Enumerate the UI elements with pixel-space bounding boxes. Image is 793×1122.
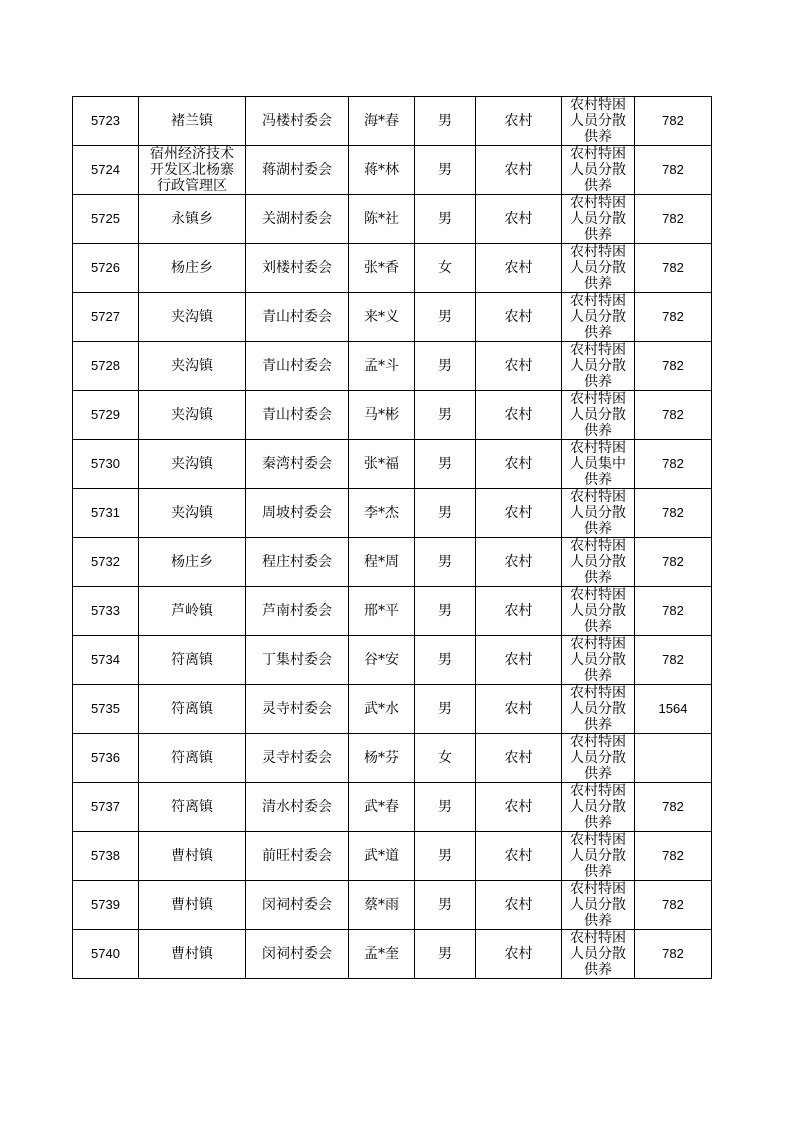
table-row [73, 930, 712, 979]
amount-cell: 782 [635, 538, 712, 587]
person-name-cell: 陈*社 [349, 195, 415, 244]
area-type-cell: 农村 [476, 734, 562, 783]
support-type-cell-text: 农村特困人员分散供养 [570, 783, 626, 831]
table-row [73, 195, 712, 244]
support-type-cell [562, 293, 635, 342]
village-cell: 灵寺村委会 [246, 685, 349, 734]
person-name-cell: 马*彬 [349, 391, 415, 440]
support-type-cell [562, 685, 635, 734]
area-type-cell: 农村 [476, 489, 562, 538]
table-row [73, 685, 712, 734]
area-type-cell: 农村 [476, 538, 562, 587]
amount-cell: 782 [635, 440, 712, 489]
row-id-cell: 5725 [73, 195, 139, 244]
person-name-cell: 张*福 [349, 440, 415, 489]
table-row [73, 391, 712, 440]
records-table [72, 96, 712, 979]
table-row [73, 342, 712, 391]
town-cell-text: 符离镇 [171, 799, 213, 815]
support-type-cell [562, 244, 635, 293]
area-type-cell: 农村 [476, 293, 562, 342]
person-name-cell: 海*春 [349, 97, 415, 146]
gender-cell: 男 [415, 391, 476, 440]
support-type-cell-text: 农村特困人员分散供养 [570, 195, 626, 243]
row-id-cell: 5738 [73, 832, 139, 881]
support-type-cell [562, 489, 635, 538]
row-id-cell: 5728 [73, 342, 139, 391]
town-cell-text: 曹村镇 [171, 946, 213, 962]
amount-cell: 782 [635, 391, 712, 440]
amount-cell: 782 [635, 489, 712, 538]
person-name-cell: 蔡*雨 [349, 881, 415, 930]
town-cell [139, 734, 246, 783]
village-cell: 秦湾村委会 [246, 440, 349, 489]
gender-cell: 男 [415, 783, 476, 832]
person-name-cell: 孟*奎 [349, 930, 415, 979]
person-name-cell: 程*周 [349, 538, 415, 587]
table-row [73, 734, 712, 783]
town-cell [139, 195, 246, 244]
town-cell [139, 587, 246, 636]
village-cell: 丁集村委会 [246, 636, 349, 685]
area-type-cell: 农村 [476, 832, 562, 881]
support-type-cell [562, 930, 635, 979]
support-type-cell-text: 农村特困人员集中供养 [570, 440, 626, 488]
amount-cell: 782 [635, 636, 712, 685]
town-cell [139, 391, 246, 440]
support-type-cell-text: 农村特困人员分散供养 [570, 587, 626, 635]
support-type-cell [562, 146, 635, 195]
village-cell: 青山村委会 [246, 391, 349, 440]
table-row [73, 636, 712, 685]
row-id-cell: 5735 [73, 685, 139, 734]
support-type-cell [562, 97, 635, 146]
village-cell: 程庄村委会 [246, 538, 349, 587]
town-cell-text: 夹沟镇 [171, 407, 213, 423]
town-cell [139, 685, 246, 734]
village-cell: 刘楼村委会 [246, 244, 349, 293]
town-cell [139, 538, 246, 587]
village-cell: 闵祠村委会 [246, 930, 349, 979]
support-type-cell [562, 734, 635, 783]
area-type-cell: 农村 [476, 244, 562, 293]
town-cell-text: 夹沟镇 [171, 358, 213, 374]
town-cell [139, 293, 246, 342]
town-cell-text: 夹沟镇 [171, 505, 213, 521]
town-cell [139, 342, 246, 391]
support-type-cell-text: 农村特困人员分散供养 [570, 342, 626, 390]
row-id-cell: 5739 [73, 881, 139, 930]
person-name-cell: 邢*平 [349, 587, 415, 636]
table-row [73, 146, 712, 195]
town-cell [139, 832, 246, 881]
support-type-cell [562, 538, 635, 587]
row-id-cell: 5730 [73, 440, 139, 489]
town-cell-text: 褚兰镇 [171, 113, 213, 129]
amount-cell: 782 [635, 97, 712, 146]
area-type-cell: 农村 [476, 636, 562, 685]
area-type-cell: 农村 [476, 440, 562, 489]
gender-cell: 男 [415, 538, 476, 587]
town-cell [139, 440, 246, 489]
row-id-cell: 5723 [73, 97, 139, 146]
amount-cell [635, 734, 712, 783]
person-name-cell: 蒋*林 [349, 146, 415, 195]
support-type-cell-text: 农村特困人员分散供养 [570, 489, 626, 537]
village-cell: 关湖村委会 [246, 195, 349, 244]
support-type-cell [562, 587, 635, 636]
gender-cell: 男 [415, 293, 476, 342]
support-type-cell-text: 农村特困人员分散供养 [570, 244, 626, 292]
person-name-cell: 武*道 [349, 832, 415, 881]
town-cell-text: 符离镇 [171, 750, 213, 766]
person-name-cell: 张*香 [349, 244, 415, 293]
town-cell [139, 636, 246, 685]
town-cell [139, 97, 246, 146]
town-cell-text: 杨庄乡 [171, 554, 213, 570]
support-type-cell-text: 农村特困人员分散供养 [570, 293, 626, 341]
row-id-cell: 5731 [73, 489, 139, 538]
row-id-cell: 5726 [73, 244, 139, 293]
village-cell: 闵祠村委会 [246, 881, 349, 930]
table-body [73, 97, 712, 979]
amount-cell: 782 [635, 293, 712, 342]
table-row [73, 538, 712, 587]
gender-cell: 男 [415, 146, 476, 195]
support-type-cell-text: 农村特困人员分散供养 [570, 97, 626, 145]
town-cell-text: 宿州经济技术开发区北杨寨行政管理区 [150, 146, 234, 194]
support-type-cell-text: 农村特困人员分散供养 [570, 146, 626, 194]
person-name-cell: 孟*斗 [349, 342, 415, 391]
gender-cell: 男 [415, 97, 476, 146]
town-cell-text: 符离镇 [171, 652, 213, 668]
table-row [73, 293, 712, 342]
area-type-cell: 农村 [476, 195, 562, 244]
person-name-cell: 李*杰 [349, 489, 415, 538]
row-id-cell: 5732 [73, 538, 139, 587]
amount-cell: 782 [635, 244, 712, 293]
village-cell: 前旺村委会 [246, 832, 349, 881]
town-cell-text: 永镇乡 [171, 211, 213, 227]
gender-cell: 男 [415, 342, 476, 391]
gender-cell: 女 [415, 734, 476, 783]
town-cell [139, 881, 246, 930]
support-type-cell-text: 农村特困人员分散供养 [570, 832, 626, 880]
village-cell: 冯楼村委会 [246, 97, 349, 146]
table-row [73, 832, 712, 881]
town-cell-text: 杨庄乡 [171, 260, 213, 276]
person-name-cell: 来*义 [349, 293, 415, 342]
row-id-cell: 5736 [73, 734, 139, 783]
amount-cell: 782 [635, 587, 712, 636]
support-type-cell-text: 农村特困人员分散供养 [570, 685, 626, 733]
support-type-cell [562, 440, 635, 489]
amount-cell: 782 [635, 146, 712, 195]
area-type-cell: 农村 [476, 881, 562, 930]
village-cell: 清水村委会 [246, 783, 349, 832]
person-name-cell: 武*春 [349, 783, 415, 832]
gender-cell: 男 [415, 587, 476, 636]
amount-cell: 782 [635, 881, 712, 930]
area-type-cell: 农村 [476, 783, 562, 832]
village-cell: 青山村委会 [246, 342, 349, 391]
area-type-cell: 农村 [476, 97, 562, 146]
gender-cell: 男 [415, 195, 476, 244]
town-cell [139, 489, 246, 538]
town-cell-text: 曹村镇 [171, 848, 213, 864]
amount-cell: 782 [635, 195, 712, 244]
support-type-cell [562, 195, 635, 244]
town-cell-text: 曹村镇 [171, 897, 213, 913]
gender-cell: 男 [415, 489, 476, 538]
table-row [73, 881, 712, 930]
support-type-cell-text: 农村特困人员分散供养 [570, 930, 626, 978]
town-cell [139, 783, 246, 832]
town-cell [139, 244, 246, 293]
town-cell-text: 夹沟镇 [171, 309, 213, 325]
gender-cell: 男 [415, 685, 476, 734]
gender-cell: 男 [415, 881, 476, 930]
village-cell: 灵寺村委会 [246, 734, 349, 783]
table-row [73, 783, 712, 832]
area-type-cell: 农村 [476, 146, 562, 195]
area-type-cell: 农村 [476, 587, 562, 636]
person-name-cell: 谷*安 [349, 636, 415, 685]
area-type-cell: 农村 [476, 342, 562, 391]
gender-cell: 男 [415, 832, 476, 881]
row-id-cell: 5727 [73, 293, 139, 342]
support-type-cell-text: 农村特困人员分散供养 [570, 391, 626, 439]
gender-cell: 男 [415, 440, 476, 489]
town-cell-text: 芦岭镇 [171, 603, 213, 619]
table-row [73, 97, 712, 146]
support-type-cell [562, 881, 635, 930]
amount-cell: 782 [635, 342, 712, 391]
area-type-cell: 农村 [476, 391, 562, 440]
row-id-cell: 5734 [73, 636, 139, 685]
support-type-cell [562, 636, 635, 685]
amount-cell: 782 [635, 832, 712, 881]
row-id-cell: 5737 [73, 783, 139, 832]
gender-cell: 男 [415, 636, 476, 685]
person-name-cell: 武*水 [349, 685, 415, 734]
table-row [73, 489, 712, 538]
row-id-cell: 5724 [73, 146, 139, 195]
gender-cell: 女 [415, 244, 476, 293]
town-cell [139, 930, 246, 979]
support-type-cell [562, 832, 635, 881]
support-type-cell [562, 342, 635, 391]
village-cell: 青山村委会 [246, 293, 349, 342]
area-type-cell: 农村 [476, 930, 562, 979]
person-name-cell: 杨*芬 [349, 734, 415, 783]
gender-cell: 男 [415, 930, 476, 979]
table-row [73, 440, 712, 489]
row-id-cell: 5733 [73, 587, 139, 636]
support-type-cell-text: 农村特困人员分散供养 [570, 636, 626, 684]
amount-cell: 782 [635, 783, 712, 832]
area-type-cell: 农村 [476, 685, 562, 734]
town-cell [139, 146, 246, 195]
table-row [73, 244, 712, 293]
row-id-cell: 5729 [73, 391, 139, 440]
village-cell: 蒋湖村委会 [246, 146, 349, 195]
town-cell-text: 夹沟镇 [171, 456, 213, 472]
town-cell-text: 符离镇 [171, 701, 213, 717]
table-row [73, 587, 712, 636]
support-type-cell-text: 农村特困人员分散供养 [570, 538, 626, 586]
support-type-cell [562, 783, 635, 832]
row-id-cell: 5740 [73, 930, 139, 979]
village-cell: 芦南村委会 [246, 587, 349, 636]
support-type-cell-text: 农村特困人员分散供养 [570, 881, 626, 929]
village-cell: 周坡村委会 [246, 489, 349, 538]
amount-cell: 1564 [635, 685, 712, 734]
amount-cell: 782 [635, 930, 712, 979]
support-type-cell-text: 农村特困人员分散供养 [570, 734, 626, 782]
support-type-cell [562, 391, 635, 440]
